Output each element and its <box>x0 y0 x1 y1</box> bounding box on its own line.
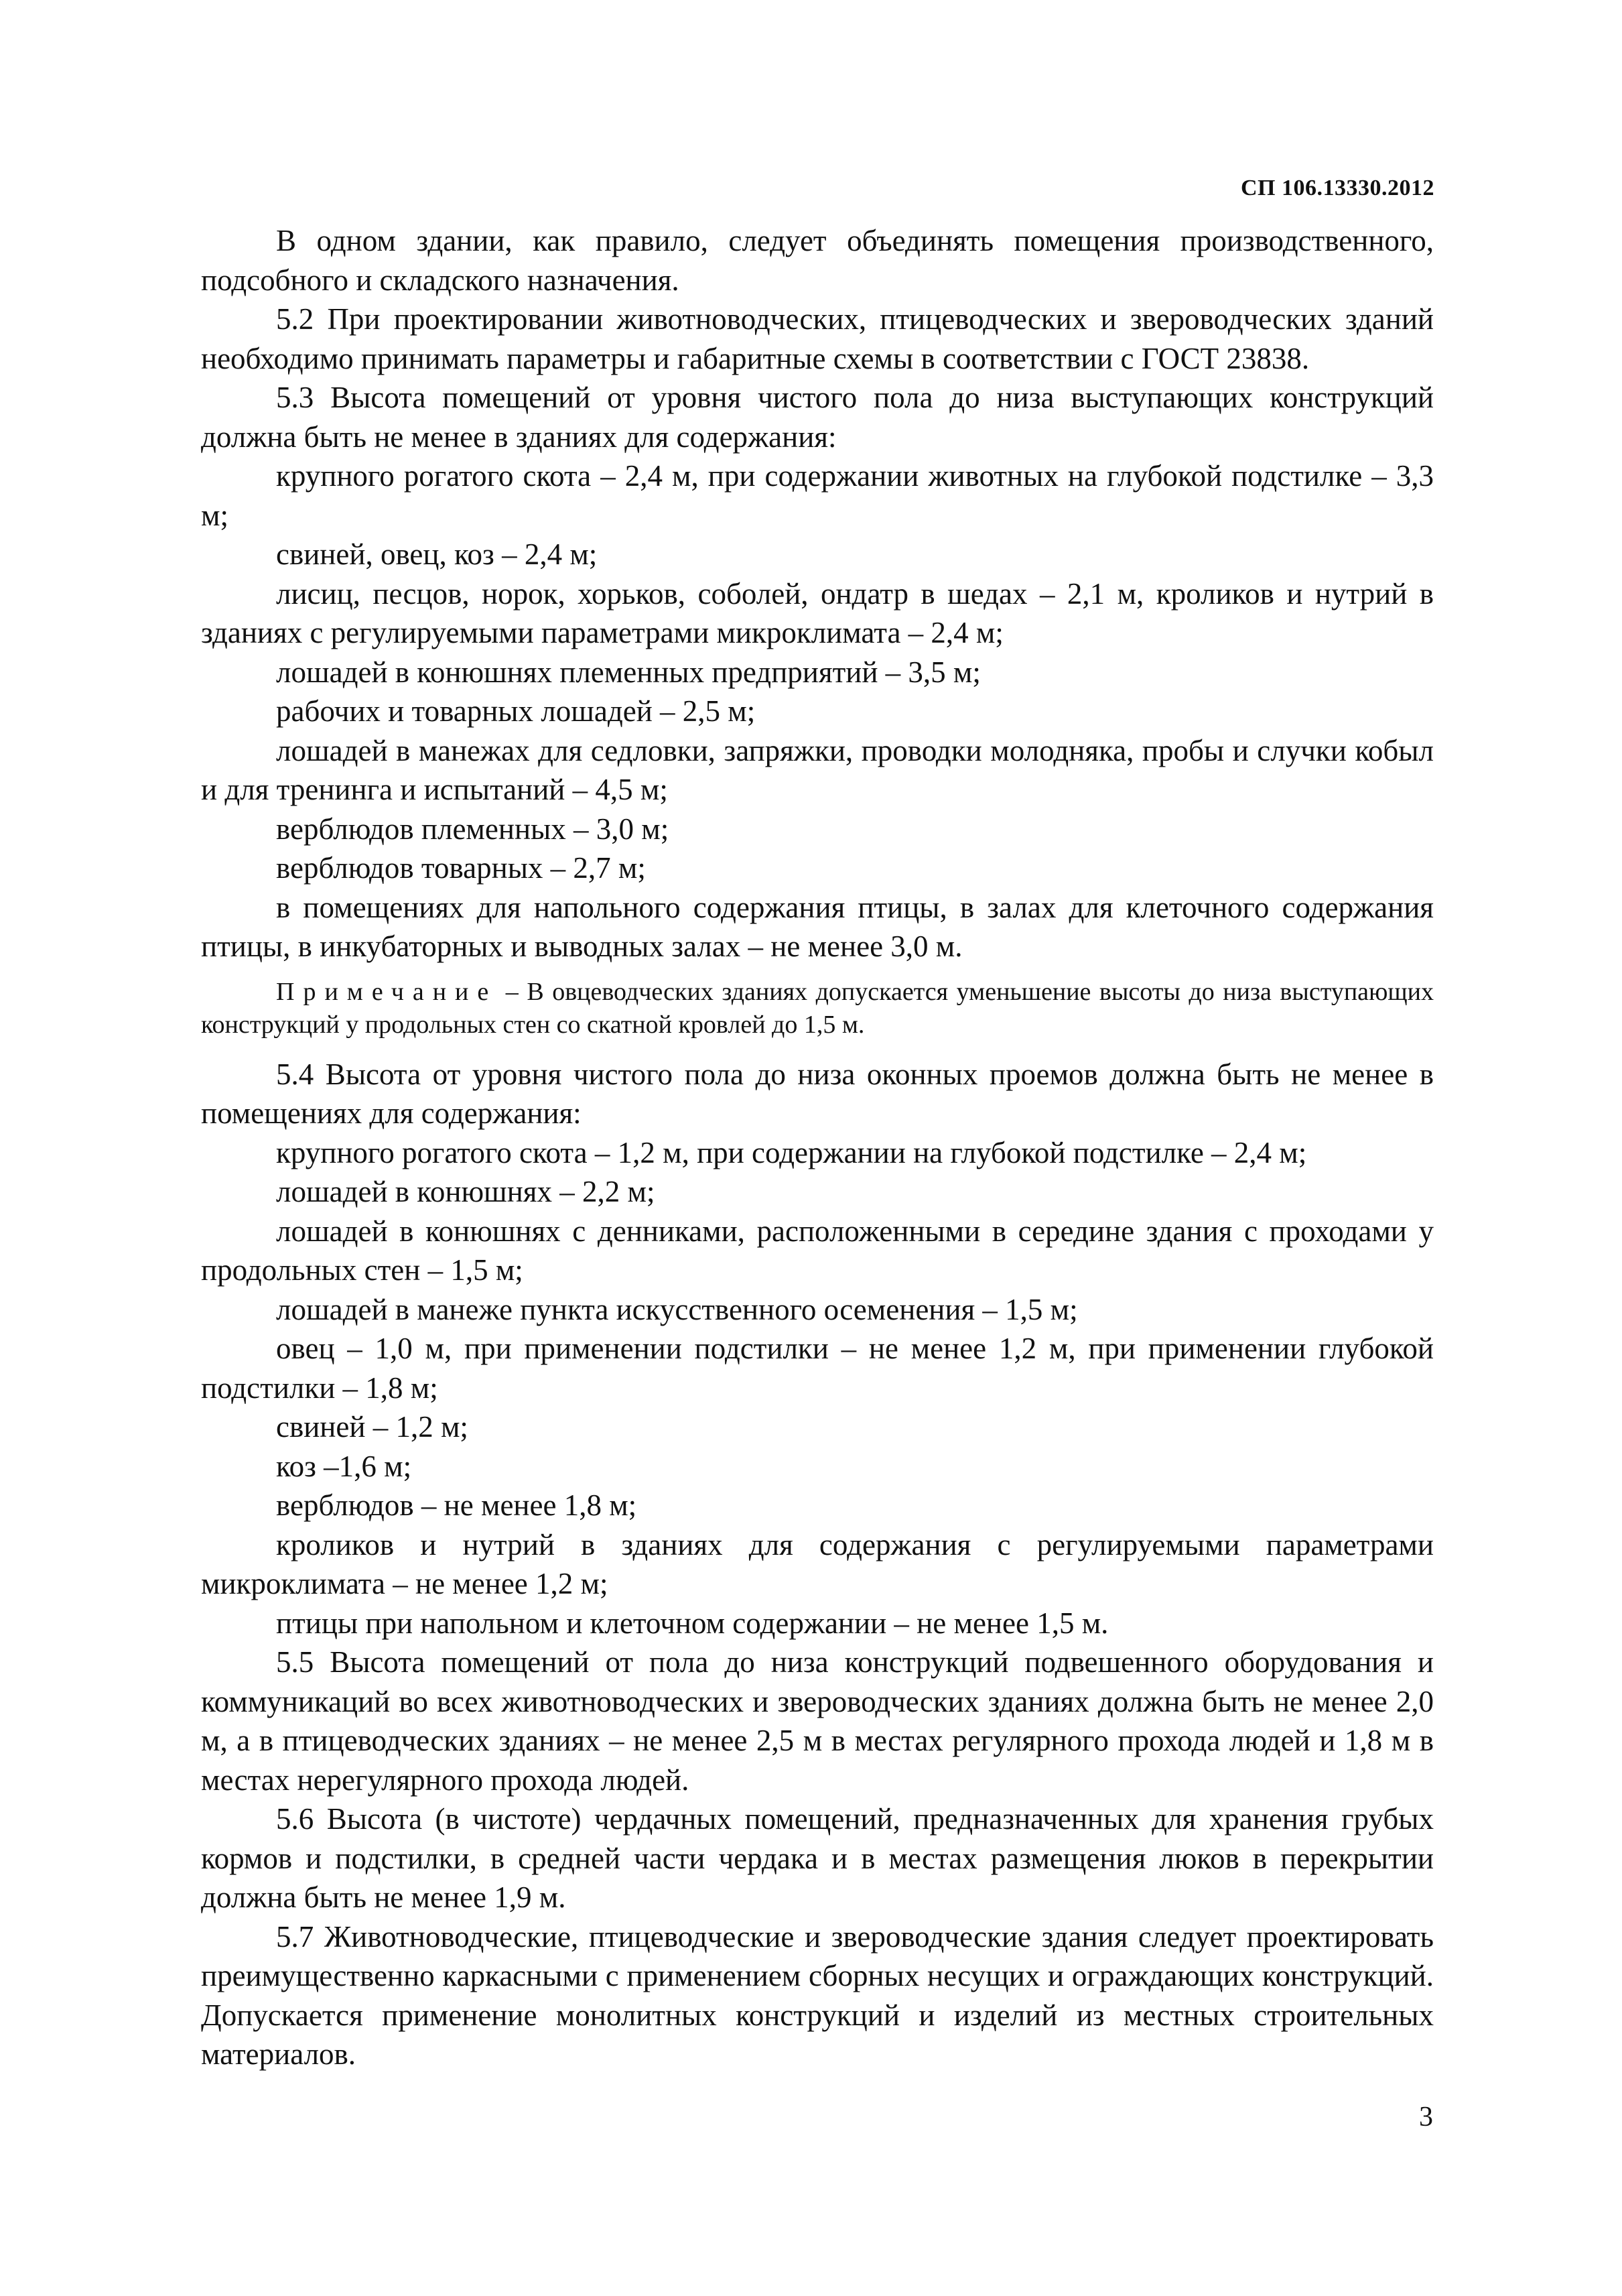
list-item: овец – 1,0 м, при применении подстилки – не менее 1,2 м, при применении глубокой подстилки – 1,8 м; <box>201 1332 1434 1405</box>
list-item: свиней – 1,2 м; <box>276 1410 468 1444</box>
list-item: кроликов и нутрий в зданиях для содержания с регулируемыми параметрами микроклимата – не менее 1,2 м; <box>201 1527 1434 1600</box>
paragraph: 5.2 При проектировании животноводческих, птицеводческих и звероводческих зданий необходимо принимать параметры и габаритные схемы в соответствии с ГОСТ 23838. <box>201 302 1434 375</box>
list-item: лисиц, песцов, норок, хорьков, соболей, ондатр в шедах – 2,1 м, кроликов и нутрий в зданиях с регулируемыми параметрами микроклимата – 2,4 м; <box>201 576 1434 649</box>
paragraph: 5.5 Высота помещений от пола до низа конструкций подвешенного оборудования и коммуникаций во всех животноводческих и звероводческих зданиях должна быть не менее 2,0 м, а в птицеводческих зданиях – не менее 2,5 м в местах регулярного прохода людей и 1,8 м в местах нерегулярного прохода людей. <box>201 1645 1434 1797</box>
list-item: лошадей в конюшнях – 2,2 м; <box>276 1175 655 1208</box>
paragraph: 5.7 Животноводческие, птицеводческие и звероводческие здания следует проектировать преимущественно каркасными с применением сборных несущих и ограждающих конструкций. Допускается применение монолитных конструкций и изделий из местных строительных материалов. <box>201 1919 1434 2071</box>
list-item: верблюдов племенных – 3,0 м; <box>276 812 669 846</box>
document-code: СП 106.13330.2012 <box>1241 176 1434 200</box>
list-item: крупного рогатого скота – 2,4 м, при содержании животных на глубокой подстилке – 3,3 м; <box>201 459 1434 532</box>
list-item: рабочих и товарных лошадей – 2,5 м; <box>276 694 756 728</box>
document-body <box>201 221 1434 2074</box>
list-item: верблюдов – не менее 1,8 м; <box>276 1488 637 1522</box>
list-item: коз –1,6 м; <box>276 1449 412 1483</box>
note-label: Примечание <box>276 977 498 1006</box>
list-item: лошадей в конюшнях с денниками, расположенными в середине здания с проходами у продольных стен – 1,5 м; <box>201 1214 1434 1287</box>
list-item: лошадей в конюшнях племенных предприятий – 3,5 м; <box>276 655 981 689</box>
list-item: в помещениях для напольного содержания птицы, в залах для клеточного содержания птицы, в инкубаторных и выводных залах – не менее 3,0 м. <box>201 890 1434 963</box>
list-item: лошадей в манежах для седловки, запряжки, проводки молодняка, пробы и случки кобыл и для тренинга и испытаний – 4,5 м; <box>201 733 1434 806</box>
note-text: – В овцеводческих зданиях допускается уменьшение высоты до низа выступающих конструкций у продольных стен со скатной кровлей до 1,5 м. <box>201 977 1434 1039</box>
note <box>201 976 1434 1041</box>
list-item: свиней, овец, коз – 2,4 м; <box>276 537 598 571</box>
paragraph: 5.3 Высота помещений от уровня чистого пола до низа выступающих конструкций должна быть не менее в зданиях для содержания: <box>201 381 1434 454</box>
paragraph: В одном здании, как правило, следует объединять помещения производственного, подсобного и складского назначения. <box>201 224 1434 297</box>
paragraph: 5.6 Высота (в чистоте) чердачных помещений, предназначенных для хранения грубых кормов и подстилки, в средней части чердака и в местах размещения люков в перекрытии должна быть не менее 1,9 м. <box>201 1802 1434 1914</box>
paragraph: 5.4 Высота от уровня чистого пола до низа оконных проемов должна быть не менее в помещениях для содержания: <box>201 1057 1434 1130</box>
list-item: верблюдов товарных – 2,7 м; <box>276 851 646 885</box>
list-item: птицы при напольном и клеточном содержании – не менее 1,5 м. <box>276 1606 1109 1640</box>
page-number: 3 <box>1419 2102 1433 2132</box>
list-item: крупного рогатого скота – 1,2 м, при содержании на глубокой подстилке – 2,4 м; <box>276 1135 1307 1169</box>
list-item: лошадей в манеже пункта искусственного осеменения – 1,5 м; <box>276 1292 1078 1326</box>
